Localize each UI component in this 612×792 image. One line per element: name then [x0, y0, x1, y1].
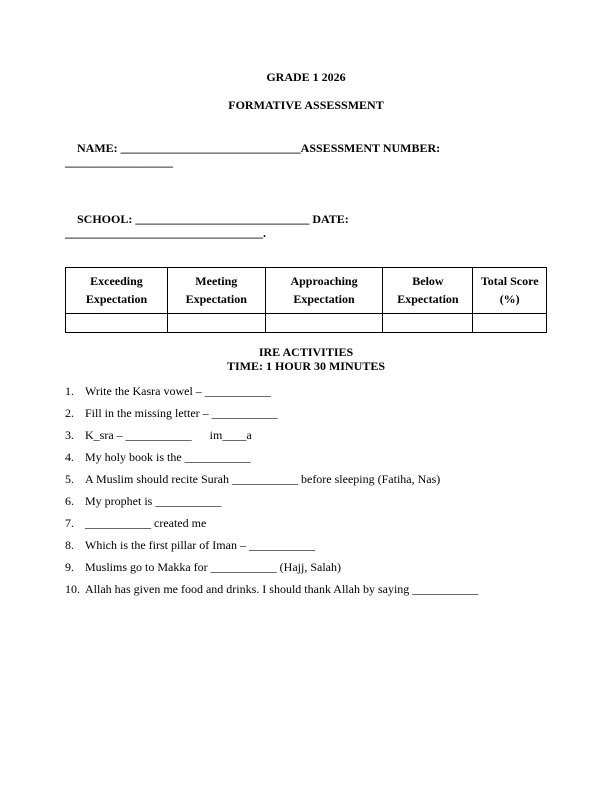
question-item-3	[65, 424, 547, 446]
question-number: 1.	[65, 384, 74, 398]
document-title: GRADE 1 2026	[266, 70, 346, 84]
question-number: 9.	[65, 560, 74, 574]
school-date-row	[65, 198, 547, 254]
question-text: Fill in the missing letter – ___________	[85, 406, 278, 420]
score-empty-cell-total	[473, 314, 547, 333]
date-suffix-period: .	[263, 226, 266, 240]
question-item-8	[65, 534, 547, 556]
question-item-2	[65, 402, 547, 424]
question-number: 4.	[65, 450, 74, 464]
questions-list	[65, 380, 547, 600]
question-item-6	[65, 490, 547, 512]
score-col-exceeding-expectation: Exceeding Expectation	[66, 268, 168, 314]
question-number: 3.	[65, 428, 74, 442]
question-text: Muslims go to Makka for ___________ (Hajj, Salah)	[85, 560, 341, 574]
score-empty-cell-approaching	[265, 314, 383, 333]
school-label: SCHOOL:	[77, 212, 136, 226]
question-item-1	[65, 380, 547, 402]
question-number: 7.	[65, 516, 74, 530]
score-col-approaching-expectation: Approaching Expectation	[265, 268, 383, 314]
section-time-limit: TIME: 1 HOUR 30 MINUTES	[226, 359, 385, 373]
question-number: 10.	[65, 582, 80, 596]
score-col-total-score: Total Score (%)	[473, 268, 547, 314]
score-empty-cell-exceeding	[66, 314, 168, 333]
question-number: 5.	[65, 472, 74, 486]
score-empty-cell-below	[383, 314, 473, 333]
score-col-meeting-expectation: Meeting Expectation	[167, 268, 265, 314]
assessment-number-label: ASSESSMENT NUMBER:	[300, 141, 444, 155]
question-text: Write the Kasra vowel – ___________	[85, 384, 271, 398]
question-text: A Muslim should recite Surah ___________ before sleeping (Fatiha, Nas)	[85, 472, 441, 486]
date-label: DATE:	[309, 212, 352, 226]
assessment-number-blank-line: __________________	[65, 155, 173, 169]
question-item-7	[65, 512, 547, 534]
question-item-4	[65, 446, 547, 468]
score-col-below-expectation: Below Expectation	[383, 268, 473, 314]
document-subtitle: FORMATIVE ASSESSMENT	[228, 98, 384, 112]
name-assessment-row	[65, 127, 547, 183]
score-table	[65, 267, 547, 333]
score-table-empty-row	[66, 314, 547, 333]
question-item-10	[65, 578, 547, 600]
question-text: Allah has given me food and drinks. I should thank Allah by saying ___________	[85, 582, 479, 596]
question-text: ___________ created me	[85, 516, 207, 530]
question-item-5	[65, 468, 547, 490]
section-title: IRE ACTIVITIES	[258, 345, 354, 359]
question-text: K_sra – ___________ im____a	[85, 428, 252, 442]
question-item-9	[65, 556, 547, 578]
question-number: 6.	[65, 494, 74, 508]
question-number: 8.	[65, 538, 74, 552]
section-heading-block	[65, 345, 547, 373]
date-blank-line: _________________________________	[65, 226, 263, 240]
score-empty-cell-meeting	[167, 314, 265, 333]
score-table-header-row	[66, 268, 547, 314]
name-label: NAME:	[77, 141, 121, 155]
question-number: 2.	[65, 406, 74, 420]
name-blank-line: ______________________________	[120, 141, 301, 155]
school-blank-line: _____________________________	[135, 212, 310, 226]
question-text: Which is the first pillar of Iman – ___________	[85, 538, 315, 552]
question-text: My holy book is the ___________	[85, 450, 251, 464]
question-text: My prophet is ___________	[85, 494, 222, 508]
